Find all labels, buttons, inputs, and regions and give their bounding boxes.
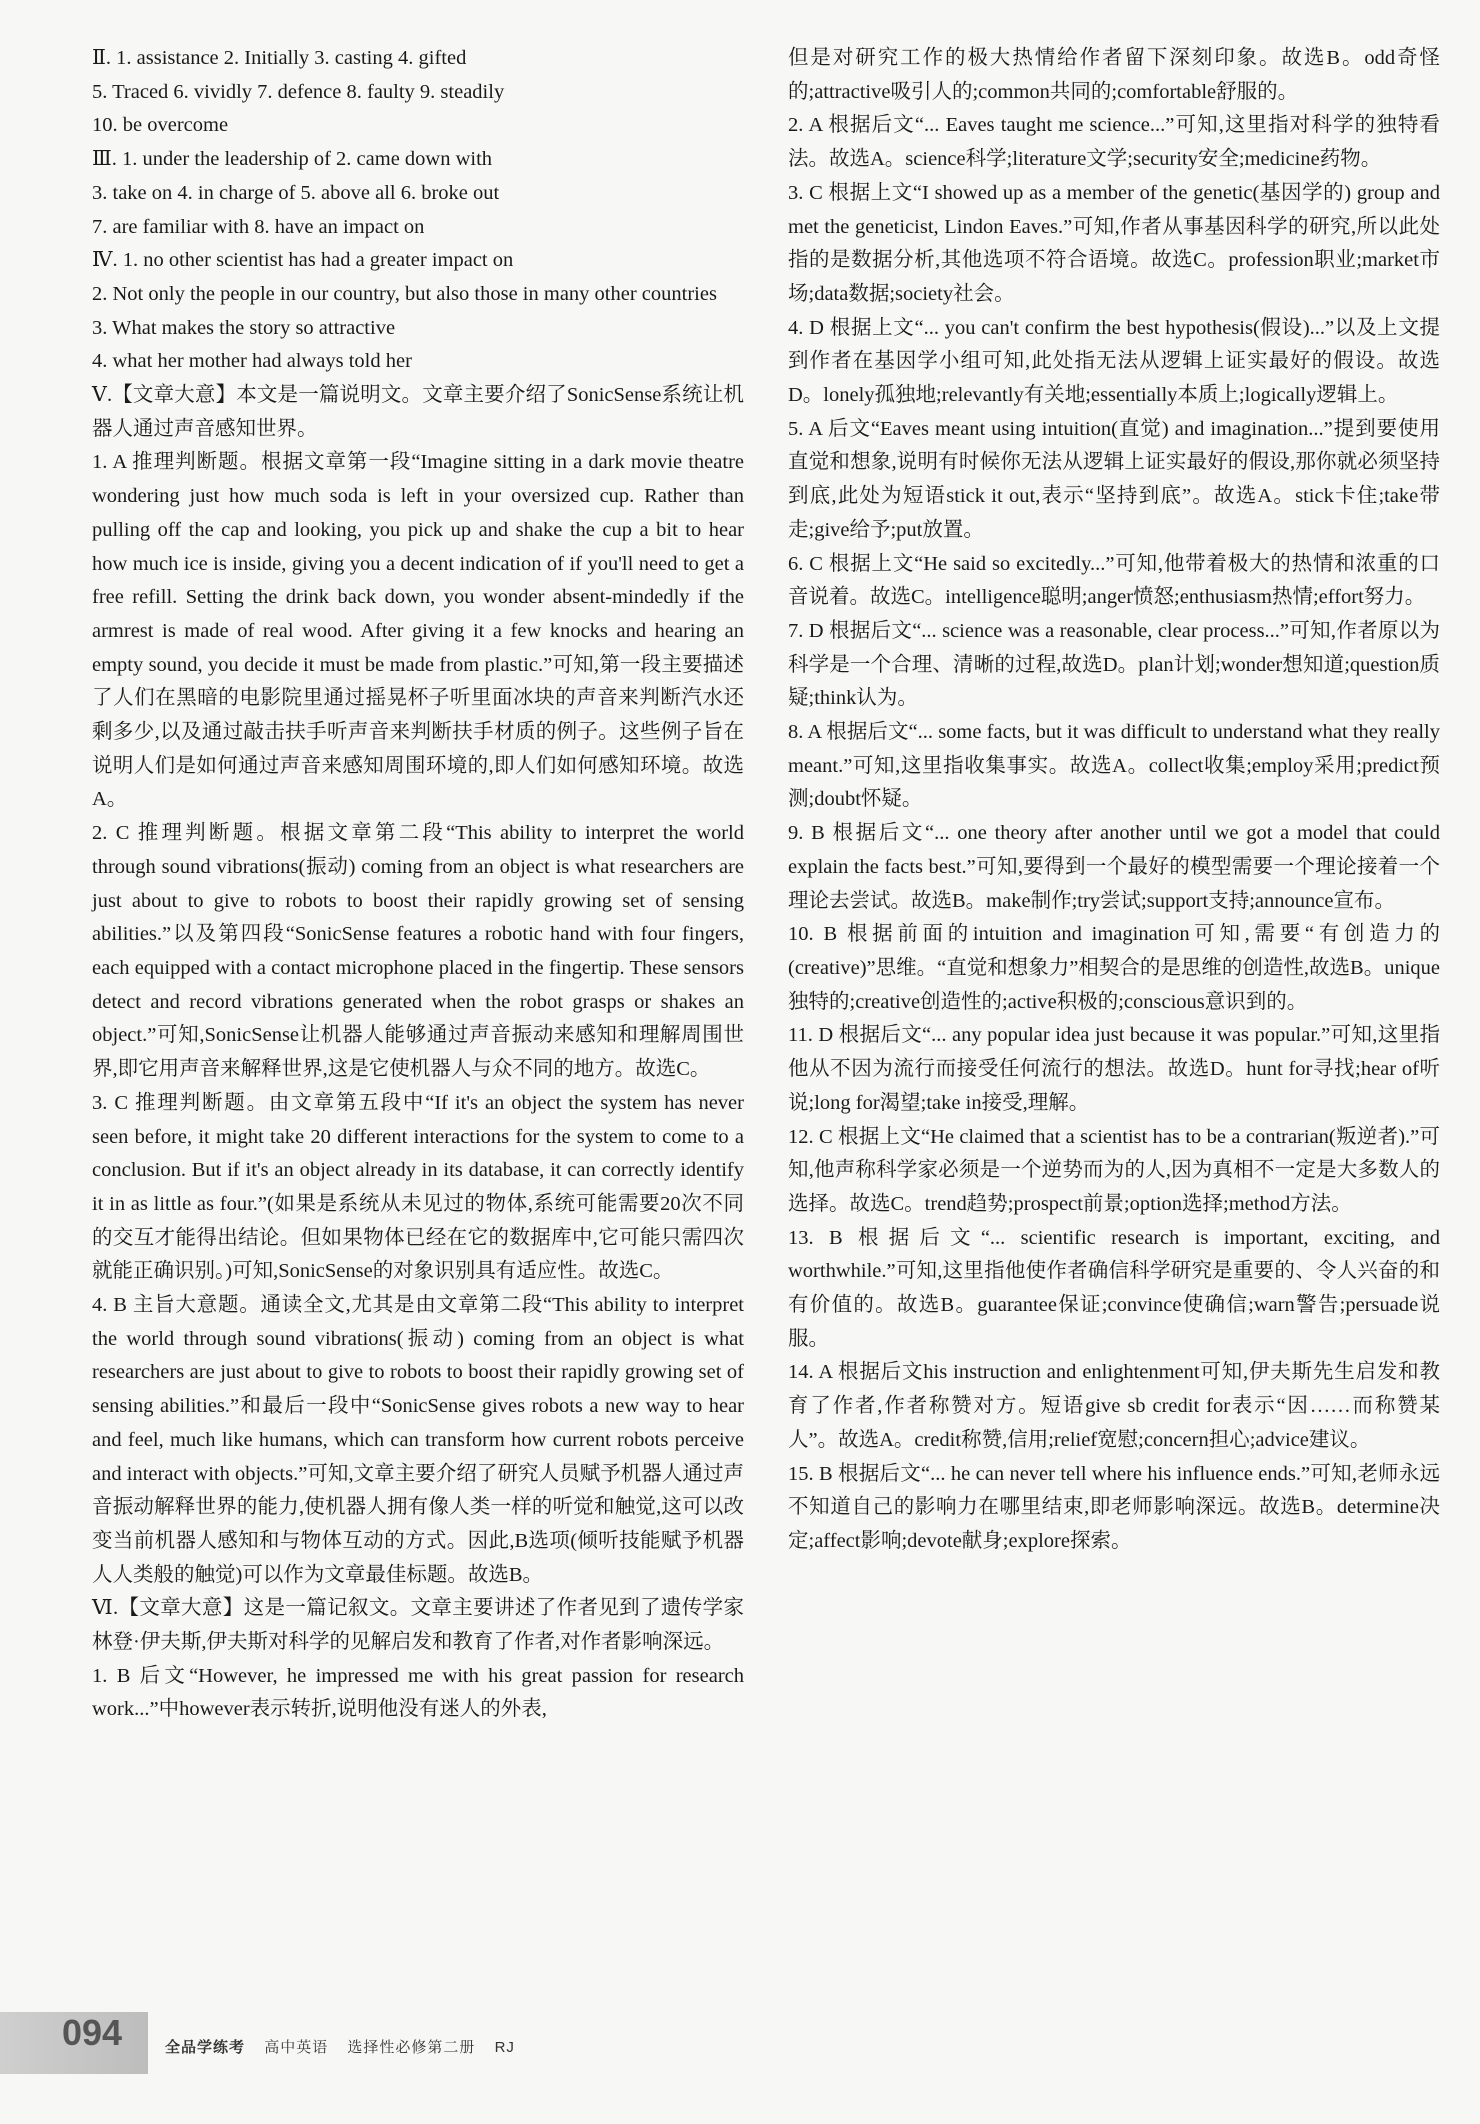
answer-paragraph: 9. B 根据后文“... one theory after another until we got a model that could explain the facts best.”可知,要得到一个最好的模型需要一个理论接着一个理论去尝试。故选B。make制作;try尝试;support支持;announce宣布。	[788, 822, 1440, 912]
answer-paragraph: 4. D 根据上文“... you can't confirm the best hypothesis(假设)...”以及上文提到作者在基因学小组可知,此处指无法从逻辑上证实最好的假设。故选D。lonely孤独地;relevantly有关地;essentially本质上;logically逻辑上。	[788, 316, 1440, 407]
answer-paragraph: 10. B 根据前面的intuition and imagination可知,需要“有创造力的(creative)”思维。“直觉和想象力”相契合的是思维的创造性,故选B。unique独特的;creative创造性的;active积极的;conscious意识到的。	[788, 923, 1440, 1013]
answer-paragraph: 6. C 根据上文“He said so excitedly...”可知,他带着极大的热情和浓重的口音说着。故选C。intelligence聪明;anger愤怒;enthusiasm热情;effort努力。	[788, 552, 1440, 609]
answer-paragraph: 13. B 根据后文“... scientific research is important, exciting, and worthwhile.”可知,这里指他使作者确信科学研究是重要的、令人兴奋的和有价值的。故选B。guarantee保证;convince使确信;warn警告;persuade说服。	[788, 1226, 1440, 1350]
answer-paragraph: 14. A 根据后文his instruction and enlightenment可知,伊夫斯先生启发和教育了作者,作者称赞对方。短语give sb credit for表示“因……而称赞某人”。故选A。credit称赞,信用;relief宽慰;concern担心;advice建议。	[788, 1361, 1440, 1451]
answer-paragraph: 7. D 根据后文“... science was a reasonable, clear process...”可知,作者原以为科学是一个合理、清晰的过程,故选D。plan计划;wonder想知道;question质疑;think认为。	[788, 619, 1440, 710]
book-edition: RJ	[494, 2039, 515, 2056]
answer-paragraph: Ⅱ. 1. assistance 2. Initially 3. casting 4. gifted	[92, 47, 467, 69]
answer-paragraph: Ⅴ.【文章大意】本文是一篇说明文。文章主要介绍了SonicSense系统让机器人通过声音感知世界。	[92, 384, 744, 440]
answer-paragraph: 11. D 根据后文“... any popular idea just because it was popular.”可知,这里指他从不因为流行而接受任何流行的想法。故选D。hunt for寻找;hear of听说;long for渴望;take in接受,理解。	[788, 1024, 1440, 1114]
answer-paragraph: 4. what her mother had always told her	[92, 350, 412, 373]
answer-paragraph: 2. Not only the people in our country, but also those in many other countries	[92, 282, 717, 305]
answer-paragraph: Ⅲ. 1. under the leadership of 2. came down with	[92, 148, 493, 171]
answer-paragraph: 1. A 推理判断题。根据文章第一段“Imagine sitting in a dark movie theatre wondering just how much soda is left in your oversized cup. Rather than pulling off the cap and looking, you pick up and shake the cup a bit to hear how much ice is inside, giving you a decent indication of if you'll need to get a free refill. Setting the drink back down, you wonder absent-mindedly if the armrest is made of real wood. After giving it a few knocks and hearing an empty sound, you decide it must be made from plastic.”可知,第一段主要描述了人们在黑暗的电影院里通过摇晃杯子听里面冰块的声音来判断汽水还剩多少,以及通过敲击扶手听声音来判断扶手材质的例子。这些例子旨在说明人们是如何通过声音来感知周围环境的,即人们如何感知环境。故选A。	[92, 451, 744, 811]
answer-column-right	[788, 42, 1440, 1559]
answer-paragraph: 1. B 后文“However, he impressed me with his great passion for research work...”中however表示转折,说明他没有迷人的外表,	[92, 1664, 744, 1721]
answer-column-left	[92, 42, 744, 1727]
answer-paragraph: 2. C 推理判断题。根据文章第二段“This ability to interpret the world through sound vibrations(振动) coming from an object is what researchers are just about to give to robots to boost their rapidly growing set of sensing abilities.”以及第四段“SonicSense features a robotic hand with four fingers, each equipped with a contact microphone placed in the fingertip. These sensors detect and record vibrations generated when the robot grasps or shakes an object.”可知,SonicSense让机器人能够通过声音振动来感知和理解周围世界,即它用声音来解释世界,这是它使机器人与众不同的地方。故选C。	[92, 822, 744, 1081]
book-brand: 全品学练考	[165, 2039, 246, 2056]
answer-paragraph: 3. C 根据上文“I showed up as a member of the genetic(基因学的) group and met the geneticist, Lindon Eaves.”可知,作者从事基因科学的研究,所以此处指的是数据分析,其他选项不符合语境。故选C。profession职业;market市场;data数据;society社会。	[788, 181, 1440, 305]
page-number: 094	[62, 2012, 123, 2053]
page-footer	[0, 2002, 1480, 2124]
answer-paragraph: 3. What makes the story so attractive	[92, 316, 396, 339]
answer-paragraph: 3. take on 4. in charge of 5. above all 6. broke out	[92, 181, 500, 204]
book-info	[165, 2036, 529, 2057]
answer-paragraph: 15. B 根据后文“... he can never tell where his influence ends.”可知,老师永远不知道自己的影响力在哪里结束,即老师影响深远。故选B。determine决定;affect影响;devote献身;explore探索。	[788, 1462, 1440, 1552]
book-title: 选择性必修第二册	[347, 2039, 476, 2056]
answer-paragraph: Ⅵ.【文章大意】这是一篇记叙文。文章主要讲述了作者见到了遗传学家林登·伊夫斯,伊夫斯对科学的见解启发和教育了作者,对作者影响深远。	[92, 1597, 744, 1654]
answer-paragraph: 3. C 推理判断题。由文章第五段中“If it's an object the system has never seen before, it might take 20 different interactions for the system to come to a conclusion. But if it's an object already in its database, it can correctly identify it in as little as four.”(如果是系统从未见过的物体,系统可能需要20次不同的交互才能得出结论。但如果物体已经在它的数据库中,它可能只需四次就能正确识别。)可知,SonicSense的对象识别具有适应性。故选C。	[92, 1091, 744, 1283]
answer-paragraph: 5. A 后文“Eaves meant using intuition(直觉) and imagination...”提到要使用直觉和想象,说明有时候你无法从逻辑上证实最好的假设,那你就必须坚持到底,此处为短语stick it out,表示“坚持到底”。故选A。stick卡住;take带走;give给予;put放置。	[788, 417, 1440, 541]
book-subject: 高中英语	[264, 2039, 329, 2056]
answer-paragraph: 12. C 根据上文“He claimed that a scientist has to be a contrarian(叛逆者).”可知,他声称科学家必须是一个逆势而为的人,因为真相不一定是大多数人的选择。故选C。trend趋势;prospect前景;option选择;method方法。	[788, 1125, 1440, 1215]
answer-paragraph: 7. are familiar with 8. have an impact on	[92, 215, 425, 238]
answer-paragraph: 8. A 根据后文“... some facts, but it was difficult to understand what they really meant.”可知,这里指收集事实。故选A。collect收集;employ采用;predict预测;doubt怀疑。	[788, 721, 1440, 811]
answer-paragraph: 10. be overcome	[92, 114, 229, 137]
answer-paragraph: 5. Traced 6. vividly 7. defence 8. faulty 9. steadily	[92, 80, 505, 103]
answer-paragraph: 2. A 根据后文“... Eaves taught me science...”可知,这里指对科学的独特看法。故选A。science科学;literature文学;security安全;medicine药物。	[788, 114, 1440, 171]
answer-paragraph: 4. B 主旨大意题。通读全文,尤其是由文章第二段“This ability to interpret the world through sound vibrations(振动) coming from an object is what researchers are just about to give to robots to boost their rapidly growing set of sensing abilities.”和最后一段中“SonicSense gives robots a new way to hear and feel, much like humans, which can transform how current robots perceive and interact with objects.”可知,文章主要介绍了研究人员赋予机器人通过声音振动解释世界的能力,使机器人拥有像人类一样的听觉和触觉,这可以改变当前机器人感知和与物体互动的方式。因此,B选项(倾听技能赋予机器人人类般的触觉)可以作为文章最佳标题。故选B。	[92, 1294, 744, 1586]
answer-paragraph: 但是对研究工作的极大热情给作者留下深刻印象。故选B。odd奇怪的;attractive吸引人的;common共同的;comfortable舒服的。	[788, 47, 1440, 103]
answer-paragraph: Ⅳ. 1. no other scientist has had a greater impact on	[92, 249, 514, 272]
